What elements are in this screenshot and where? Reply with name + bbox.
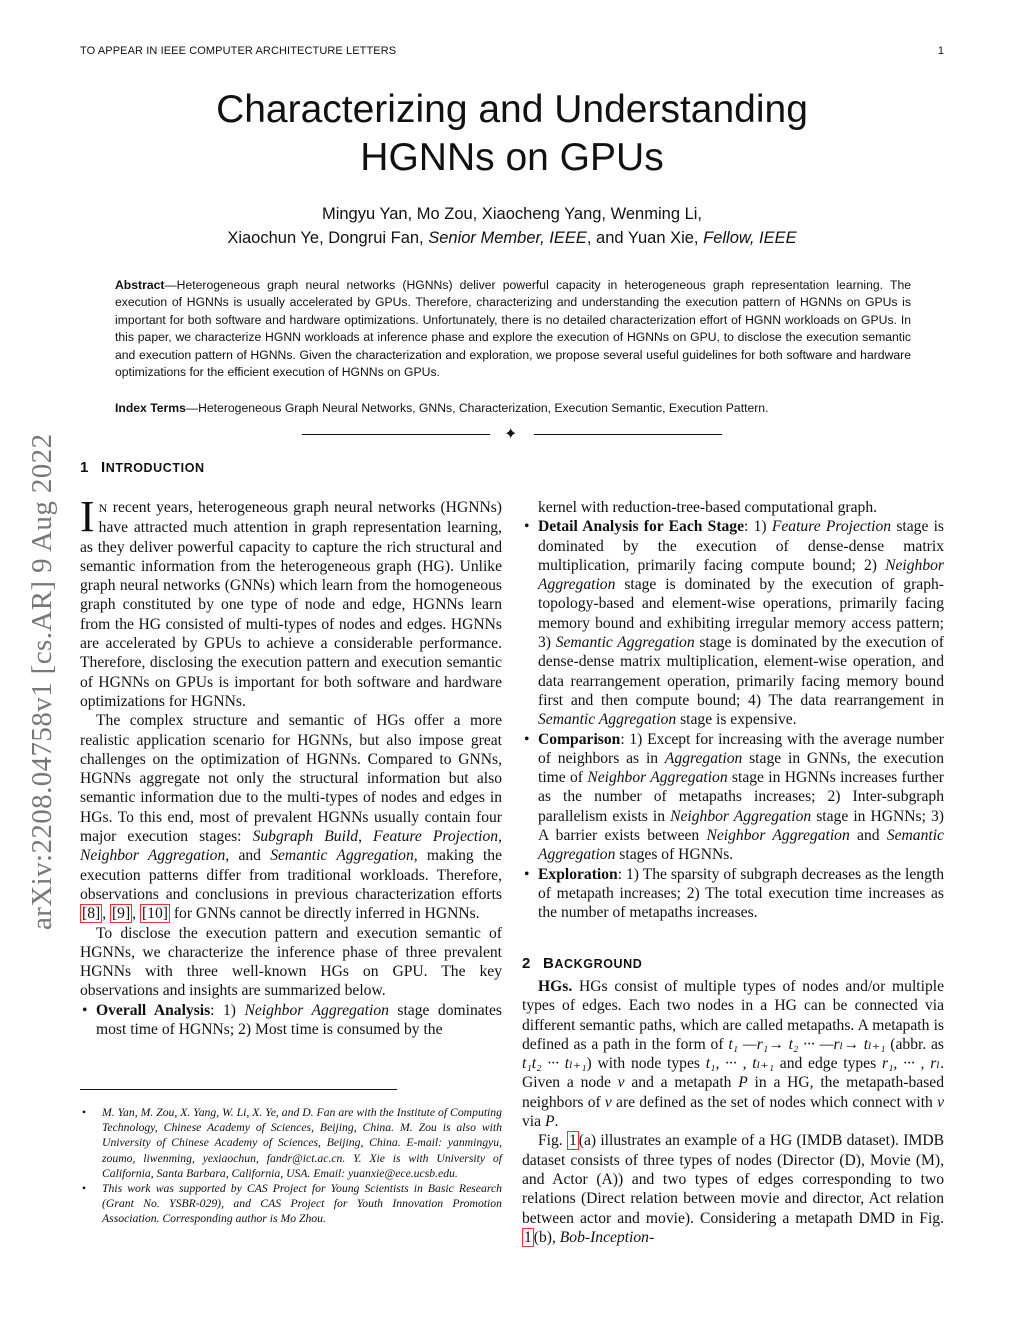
divider-line-right xyxy=(534,434,722,435)
list-item-overall-analysis xyxy=(96,1001,502,1040)
bullet-em: Semantic Aggregation xyxy=(538,711,677,729)
p2-sep-3: , and xyxy=(225,847,271,865)
observations-list-right xyxy=(522,517,944,922)
text: Fig. xyxy=(538,1132,567,1150)
abstract-label: Abstract xyxy=(115,278,165,292)
paragraph-label: HGs. xyxy=(538,978,573,995)
abstract xyxy=(115,277,911,381)
index-terms xyxy=(115,400,911,417)
section-title-initial: I xyxy=(100,459,106,476)
citation-link-9[interactable]: [9] xyxy=(111,905,131,923)
title-line-2: HGNNs on GPUs xyxy=(360,136,664,179)
bullet-text: stage in HGNNs increases further as the number of metapaths increases; 2) Inter-subgraph parallelism exists in xyxy=(538,769,944,825)
list-item-detail-analysis xyxy=(538,517,944,729)
bullet-em: Feature Projection xyxy=(771,518,892,536)
arxiv-stamp: arXiv:2208.04758v1 [cs.AR] 9 Aug 2022 xyxy=(26,433,58,930)
var-v: v xyxy=(937,1093,944,1111)
section-title-rest: NTRODUCTION xyxy=(105,461,205,475)
bullet-text: : 1) xyxy=(744,518,772,536)
bullet-label: Comparison xyxy=(538,730,621,748)
text: . xyxy=(554,1113,559,1131)
bullet-label: Detail Analysis for Each Stage xyxy=(538,518,745,536)
bullet-em: Neighbor Aggregation xyxy=(670,807,812,825)
formula-edge-types: r₁, ··· , rₗ xyxy=(881,1055,941,1073)
stage-neighbor-aggregation: Neighbor Aggregation xyxy=(80,847,226,865)
section-title-rest: ACKGROUND xyxy=(554,957,643,971)
bullet-em: Semantic Aggregation xyxy=(555,634,695,652)
text: and a metapath xyxy=(624,1074,739,1092)
footnote-funding: • This work was supported by CAS Project for Young Scientists in Basic Research (Grant No. YSBR-029), and CAS Project for Youth Innovation Promotion Association. Corresponding author is Mo Zhou. xyxy=(102,1181,502,1227)
author-title-senior: Senior Member, IEEE xyxy=(428,229,587,247)
stage-subgraph-build: Subgraph Build xyxy=(252,828,359,846)
citation-link-10[interactable]: [10] xyxy=(141,905,168,923)
section-title-initial: B xyxy=(542,955,555,972)
section-heading-background xyxy=(522,955,642,972)
p2-text-c: for GNNs cannot be directly inferred in HGNNs. xyxy=(169,905,480,923)
intro-paragraph-1 xyxy=(80,492,502,711)
p2-text-a: The complex structure and semantic of HGs offer a more realistic application scenario for HGNNs, but also impose great challenges on the optimization of HGNNs. Compared to GNNs, HGNNs aggregate not only the structural information but also semantic information due to the multi-types of nodes and edges in HGs. To this end, most of prevalent HGNNs usually contain four major execution stages: xyxy=(80,712,502,846)
text: HGs consist of multiple types of nodes and/or multiple types of edges. Each two nodes in a HG can be connected via different semantic paths, which are called metapaths. A metapath is defined as a path in the form of xyxy=(522,978,944,1053)
bullet-text: : 1) The sparsity of subgraph decreases as the length of metapath increases; 2) The total execution time increases as the number of metapaths increases. xyxy=(538,865,944,922)
bullet-em: Neighbor Aggregation xyxy=(587,769,728,787)
bullet-text: stage is dominated by the execution of dense-dense matrix multiplication, primarily facing compute bound; 2) xyxy=(538,518,944,574)
text: are defined as the set of nodes which connect with xyxy=(611,1093,938,1111)
p2-sep-4: , xyxy=(102,905,110,923)
text: ) with node types xyxy=(586,1055,706,1073)
bullet-text: stage is expensive. xyxy=(676,711,797,729)
author-names-a: Xiaochun Ye, Dongrui Fan, xyxy=(227,229,424,247)
stage-semantic-aggregation: Semantic Aggregation xyxy=(270,847,414,865)
text-em: Bob-Inception- xyxy=(559,1228,655,1246)
footnote-rule xyxy=(80,1089,397,1090)
paper-title xyxy=(0,86,1024,182)
background-text xyxy=(522,977,944,1247)
list-item-comparison xyxy=(538,730,944,865)
intro-paragraph-1-text: recent years, heterogeneous graph neural networks (HGNNs) have attracted much attention in graph representation learning, as they deliver powerful capacity to capture the rich structural and semantic information from the heterogeneous graph (HG). Unlike graph neural networks (GNNs) which learn from the homogeneous graph constituted by one type of node and edge, HGNNs learn from the HG consisted of multi-types of nodes and edges. HGNNs are accelerated by GPUs to achieve a considerable performance. Therefore, disclosing the execution pattern and execution semantic of HGNNs on GPUs is important for both software and hardware optimizations for HGNNs. xyxy=(80,499,502,710)
var-v: v xyxy=(617,1074,625,1092)
bullet-text: stage in GNNs, the execution time of xyxy=(538,749,944,787)
var-v: v xyxy=(604,1093,612,1111)
p2-sep-5: , xyxy=(132,905,140,923)
bullet-text-b: stage dominates most time of HGNNs; 2) Most time is consumed by the xyxy=(96,1001,502,1039)
formula-node-types: t₁, ··· , tₗ₊₁ xyxy=(705,1055,775,1073)
section-heading-introduction xyxy=(80,459,205,476)
author-names-b: , and Yuan Xie, xyxy=(586,229,699,247)
index-terms-label: Index Terms xyxy=(115,401,186,415)
bullet-continuation: kernel with reduction-tree-based computational graph. xyxy=(538,499,878,516)
citation-link-8[interactable]: [8] xyxy=(82,905,101,923)
drop-cap: I xyxy=(80,492,95,541)
text: (abbr. as xyxy=(885,1035,945,1053)
author-line-1: Mingyu Yan, Mo Zou, Xiaocheng Yang, Wenming Li, xyxy=(321,205,703,223)
divider-line-left xyxy=(302,434,490,435)
p2-text-b: , making the execution patterns differ from traditional workloads. Therefore, observations and conclusions in previous characterization efforts xyxy=(80,847,502,903)
intro-paragraph-2 xyxy=(80,711,502,923)
left-column xyxy=(80,492,502,1039)
text: . Given a node xyxy=(522,1055,944,1092)
index-terms-text: —Heterogeneous Graph Neural Networks, GNNs, Characterization, Execution Semantic, Execution Pattern. xyxy=(185,401,769,415)
bullet-text: stage is dominated by the execution of graph-topology-based and element-wise operations, primarily facing memory bound and exhibiting irregular memory access pattern; 3) xyxy=(538,576,944,652)
section-number: 1 xyxy=(80,459,89,476)
author-title-fellow: Fellow, IEEE xyxy=(703,229,797,247)
author-list xyxy=(0,202,1024,250)
section-number: 2 xyxy=(522,955,531,972)
background-paragraph-2 xyxy=(522,1131,944,1247)
list-item-exploration xyxy=(538,865,944,923)
bullet-em-1: Neighbor Aggregation xyxy=(244,1001,389,1019)
p2-sep-1: , xyxy=(358,828,374,846)
title-line-1: Characterizing and Understanding xyxy=(216,88,808,131)
figure-link-1b[interactable]: 1 xyxy=(524,1228,532,1246)
footnotes xyxy=(80,1105,502,1227)
running-head: TO APPEAR IN IEEE COMPUTER ARCHITECTURE LETTERS xyxy=(80,45,397,57)
text: (a) illustrates an example of a HG (IMDB dataset). IMDB dataset consists of three types of nodes (Director (D), Movie (M), and Actor (A)) and two types of edges corresponding to two relations (Direct relation between movie and director, Act relation between actor and movie). Considering a metapath DMD in Fig. xyxy=(522,1132,945,1227)
right-column xyxy=(522,498,944,923)
author-line-2 xyxy=(0,226,1024,250)
bullet-label: Overall Analysis xyxy=(96,1001,211,1019)
bullet-em: Aggregation xyxy=(664,749,743,767)
abstract-text: —Heterogeneous graph neural networks (HGNNs) deliver powerful capacity in heterogeneous graph representation learning. The execution of HGNNs is usually accelerated by GPUs. Therefore, characterizing and understanding the execution pattern of HGNNs on GPUs is important for both software and hardware optimizations. Unfortunately, there is no detailed characterization effort of HGNN workloads on GPUs. In this paper, we characterize HGNN workloads at inference phase and explore the execution of HGNNs on GPU, to disclose the execution semantic and execution pattern of HGNNs. Given the characterization and exploration, we propose several useful guidelines for both software and hardware optimizations for the efficient execution of HGNNs on GPUs. xyxy=(115,278,911,380)
bullet-text: stage in HGNNs; 3) A barrier exists between xyxy=(538,807,944,845)
section-divider xyxy=(302,427,722,443)
page-number: 1 xyxy=(937,45,944,57)
text: via xyxy=(522,1113,545,1131)
bullet-text: stage is dominated by the execution of dense-dense matrix multiplication, element-wise operation, and data rearrangement operation, primarily facing memory bound first and then compute bound; 4) The data rearrangement in xyxy=(538,634,944,709)
observations-list-left xyxy=(80,1001,502,1040)
divider-star-icon: ✦ xyxy=(504,426,518,443)
text: and edge types xyxy=(774,1055,882,1073)
bullet-text-a: : 1) xyxy=(210,1001,245,1019)
formula-abbr: t₁t₂ ··· tₗ₊₁ xyxy=(522,1055,587,1073)
text: (b), xyxy=(533,1228,560,1246)
bullet-em: Neighbor Aggregation xyxy=(706,827,850,845)
var-p: P xyxy=(544,1113,555,1131)
intro-paragraph-3: To disclose the execution pattern and execution semantic of HGNNs, we characterize the inference phase of three prevalent HGNNs with three well-known HGs on GPU. The key observations and insights are summarized below. xyxy=(80,924,502,1000)
formula-metapath: t₁ —r₁→ t₂ ··· —rₗ→ tₗ₊₁ xyxy=(728,1035,886,1053)
background-paragraph-1 xyxy=(522,977,944,1131)
bullet-text: and xyxy=(849,827,887,845)
bullet-em: Neighbor Aggregation xyxy=(538,556,944,594)
drop-cap-lead: N xyxy=(98,501,108,515)
bullet-text: : 1) Except for increasing with the average number of neighbors as in xyxy=(538,730,944,767)
figure-link-1[interactable]: 1 xyxy=(568,1132,577,1150)
stage-feature-projection: Feature Projection xyxy=(373,828,499,846)
footnote-affiliations: • M. Yan, M. Zou, X. Yang, W. Li, X. Ye, and D. Fan are with the Institute of Computing Technology, Chinese Academy of Sciences, Beijing, China. M. Zou is also with University of Chinese Academy of Sciences, Beijing, China. E-mail: yanmingyu, zoumo, liwenming, yexiaochun, fandr@ict.ac.cn. Y. Xie is with University of California, Santa Barbara, California, USA. Email: yuanxie@ece.ucsb.edu. xyxy=(102,1105,502,1181)
bullet-em: Semantic Aggregation xyxy=(538,827,944,864)
p2-sep-2: , xyxy=(498,828,502,846)
bullet-text: stages of HGNNs. xyxy=(615,846,734,864)
bullet-label: Exploration xyxy=(538,865,618,883)
text: in a HG, the metapath-based neighbors of xyxy=(522,1074,944,1111)
var-p: P xyxy=(738,1074,748,1092)
